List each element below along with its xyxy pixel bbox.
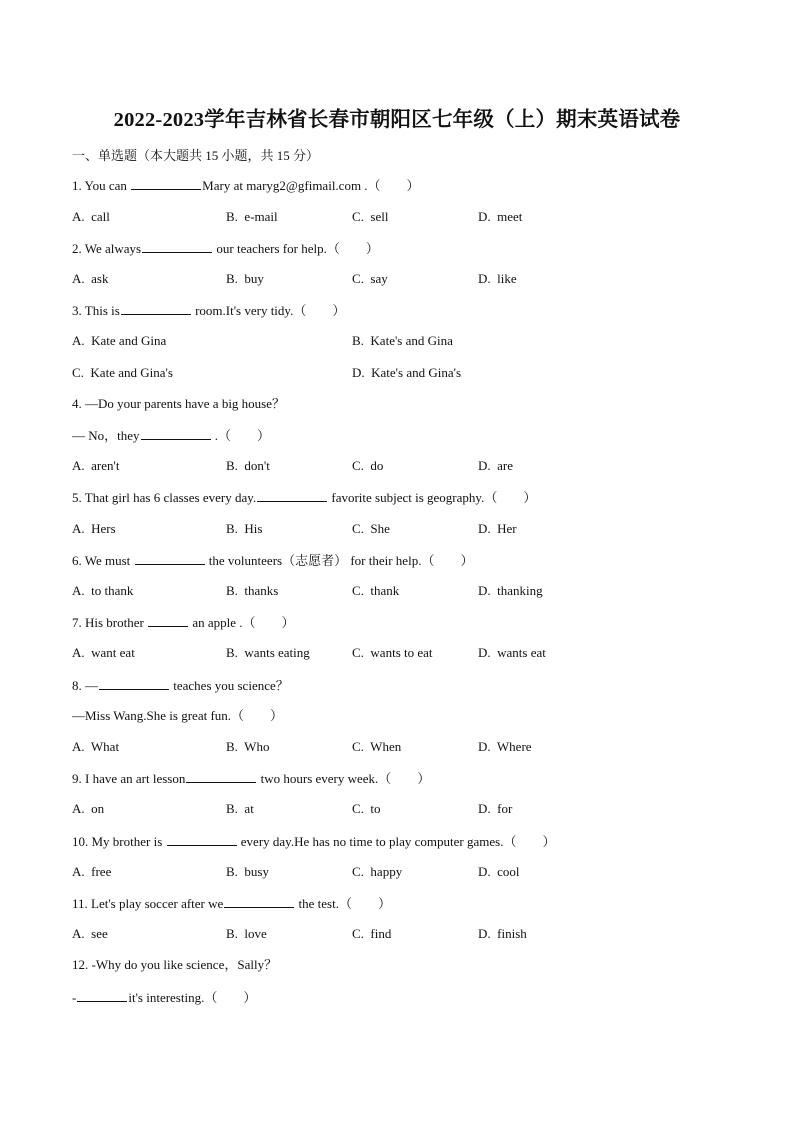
question-text: Mary at maryg2@gfimail.com .（ ） (202, 178, 420, 193)
option-a: A. call (72, 209, 110, 224)
question-text: 8. — (72, 678, 98, 693)
question-text: .（ ） (211, 428, 271, 443)
option-a: A. to thank (72, 583, 134, 598)
question-text: 7. His brother (72, 615, 148, 630)
option-d: D. wants eat (478, 645, 546, 660)
option-c: C. thank (352, 583, 400, 598)
option-b: B. buy (226, 271, 264, 286)
answer-blank (135, 552, 205, 565)
option-b: B. thanks (226, 583, 279, 598)
question-text: favorite subject is geography.（ ） (328, 490, 537, 505)
option-a: A. Hers (72, 521, 116, 536)
question-11 (72, 895, 391, 912)
option-c: C. say (352, 271, 388, 286)
option-b: B. e-mail (226, 209, 278, 224)
option-a: A. free (72, 864, 112, 879)
question-text: teaches you science？ (170, 678, 289, 693)
option-b: B. love (226, 926, 267, 941)
option-d: D. Where (478, 739, 532, 754)
question-5 (72, 489, 536, 506)
question-12 (72, 989, 256, 1006)
question-text: 5. That girl has 6 classes every day. (72, 490, 257, 505)
question-text: 2. We always (72, 241, 142, 256)
option-c: C. Kate and Gina's (72, 365, 173, 380)
section-heading: 一、单选题（本大题共 15 小题，共 15 分） (72, 148, 320, 163)
answer-blank (142, 240, 212, 253)
answer-blank (257, 489, 327, 502)
answer-blank (148, 614, 188, 627)
option-d: D. thanking (478, 583, 543, 598)
question-text: 11. Let's play soccer after we (72, 896, 224, 911)
option-b: B. don't (226, 458, 270, 473)
option-d: D. cool (478, 864, 520, 879)
question-text: the volunteers（志愿者） for their help.（ ） (205, 553, 474, 568)
question-4-prompt: 4. —Do your parents have a big house？ (72, 396, 286, 411)
question-text: 9. I have an art lesson (72, 771, 186, 786)
question-text: room.It's very tidy.（ ） (191, 303, 346, 318)
question-text: 10. My brother is (72, 834, 166, 849)
option-c: C. find (352, 926, 392, 941)
question-text: every day.He has no time to play computer games.（ ） (237, 834, 556, 849)
option-d: D. finish (478, 926, 527, 941)
option-a: A. on (72, 801, 105, 816)
option-a: A. ask (72, 271, 109, 286)
option-c: C. happy (352, 864, 403, 879)
option-b: B. Kate's and Gina (352, 333, 453, 348)
question-3 (72, 302, 345, 319)
option-c: C. sell (352, 209, 389, 224)
option-d: D. meet (478, 209, 523, 224)
option-a: A. Kate and Gina (72, 333, 167, 348)
answer-blank (224, 895, 294, 908)
option-b: B. wants eating (226, 645, 310, 660)
answer-blank (77, 989, 127, 1002)
option-c: C. wants to eat (352, 645, 433, 660)
question-text: 6. We must (72, 553, 134, 568)
question-text: the test.（ ） (295, 896, 391, 911)
option-c: C. She (352, 521, 390, 536)
question-4 (72, 427, 270, 444)
question-6 (72, 552, 473, 569)
option-a: A. aren't (72, 458, 120, 473)
exam-title: 2022-2023学年吉林省长春市朝阳区七年级（上）期末英语试卷 (113, 109, 681, 131)
option-d: D. are (478, 458, 514, 473)
option-b: B. His (226, 521, 263, 536)
option-b: B. Who (226, 739, 270, 754)
question-1 (72, 177, 420, 194)
option-c: C. to (352, 801, 381, 816)
answer-blank (131, 177, 201, 190)
question-9 (72, 770, 430, 787)
question-text: our teachers for help.（ ） (213, 241, 379, 256)
question-text: an apple .（ ） (189, 615, 295, 630)
answer-blank (99, 677, 169, 690)
question-10 (72, 833, 555, 850)
option-c: C. do (352, 458, 384, 473)
option-d: D. for (478, 801, 513, 816)
question-7 (72, 614, 295, 631)
option-d: D. Her (478, 521, 517, 536)
question-8 (72, 677, 289, 694)
question-2 (72, 240, 379, 257)
answer-blank (186, 770, 256, 783)
question-text: 3. This is (72, 303, 120, 318)
option-b: B. busy (226, 864, 269, 879)
question-12-prompt: 12. -Why do you like science，Sally？ (72, 957, 278, 972)
option-d: D. like (478, 271, 517, 286)
answer-blank (167, 833, 237, 846)
option-d: D. Kate's and Gina's (352, 365, 462, 380)
question-text: 1. You can (72, 178, 131, 193)
option-b: B. at (226, 801, 254, 816)
question-8-response: —Miss Wang.She is great fun.（ ） (72, 708, 284, 723)
question-text: two hours every week.（ ） (257, 771, 431, 786)
answer-blank (121, 302, 191, 315)
answer-blank (141, 427, 211, 440)
option-a: A. see (72, 926, 108, 941)
option-a: A. What (72, 739, 120, 754)
question-text: - (72, 990, 77, 1005)
option-a: A. want eat (72, 645, 135, 660)
question-text: it's interesting.（ ） (128, 990, 257, 1005)
option-c: C. When (352, 739, 402, 754)
question-text: — No，they (72, 428, 140, 443)
